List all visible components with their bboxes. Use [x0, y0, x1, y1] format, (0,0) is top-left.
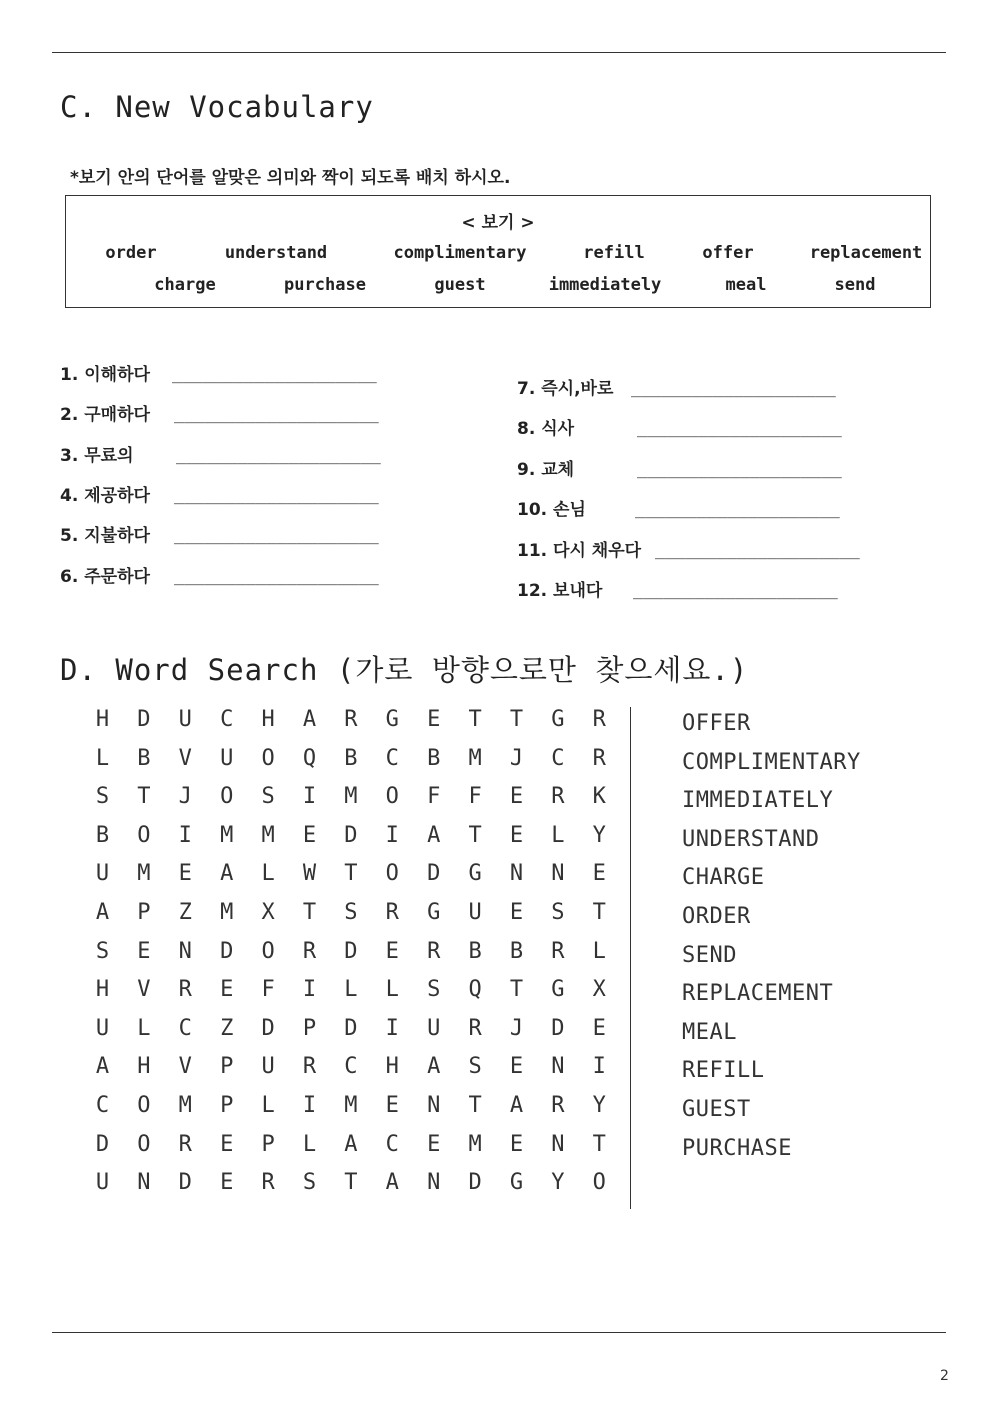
- word-bank-word: offer: [702, 243, 754, 263]
- grid-letter[interactable]: R: [427, 938, 441, 964]
- grid-letter[interactable]: R: [385, 900, 399, 925]
- grid-letter[interactable]: D: [220, 938, 234, 964]
- grid-letter[interactable]: A: [385, 1170, 399, 1196]
- grid-letter[interactable]: T: [302, 900, 317, 925]
- answer-blank[interactable]: ____________________: [633, 580, 838, 600]
- grid-letter[interactable]: S: [344, 900, 358, 925]
- grid-letter[interactable]: O: [220, 784, 234, 810]
- answer-blank[interactable]: ____________________: [174, 566, 379, 586]
- instruction-text: *보기 안의 단어를 알맞은 의미와 짝이 되도록 배치 하시오.: [70, 168, 511, 188]
- grid-letter[interactable]: U: [95, 861, 110, 887]
- grid-letter[interactable]: R: [302, 938, 317, 964]
- question-text: 다시 채우다: [553, 541, 642, 561]
- grid-letter[interactable]: U: [178, 707, 192, 732]
- question-1: [60, 360, 377, 385]
- grid-letter[interactable]: R: [178, 1131, 192, 1157]
- grid-letter[interactable]: U: [261, 1054, 275, 1080]
- question-text: 손님: [553, 500, 586, 520]
- grid-letter[interactable]: O: [261, 938, 275, 964]
- question-text: 제공하다: [84, 486, 150, 506]
- grid-letter[interactable]: D: [551, 1015, 565, 1041]
- answer-blank[interactable]: ____________________: [635, 499, 840, 519]
- question-number: 1.: [60, 365, 79, 385]
- grid-letter[interactable]: I: [302, 1093, 317, 1118]
- grid-letter[interactable]: P: [261, 1131, 275, 1157]
- grid-letter[interactable]: A: [344, 1131, 358, 1157]
- grid-letter[interactable]: T: [592, 900, 606, 925]
- answer-blank[interactable]: ____________________: [174, 404, 379, 424]
- grid-letter[interactable]: L: [261, 1093, 275, 1118]
- answer-blank[interactable]: ____________________: [637, 459, 842, 479]
- grid-letter[interactable]: L: [261, 861, 275, 887]
- grid-letter[interactable]: B: [468, 938, 482, 964]
- grid-letter[interactable]: S: [427, 977, 441, 1003]
- grid-letter[interactable]: C: [385, 1131, 399, 1157]
- question-6: [60, 562, 379, 587]
- grid-letter[interactable]: S: [95, 938, 110, 964]
- grid-letter[interactable]: O: [137, 1093, 151, 1118]
- grid-letter[interactable]: R: [592, 745, 606, 771]
- grid-letter[interactable]: P: [220, 1093, 234, 1118]
- question-3: [60, 441, 381, 466]
- grid-letter[interactable]: E: [220, 1170, 234, 1196]
- grid-letter[interactable]: T: [137, 784, 151, 810]
- question-number: 6.: [60, 567, 79, 587]
- grid-letter[interactable]: H: [385, 1054, 399, 1080]
- grid-letter[interactable]: R: [302, 1054, 317, 1080]
- grid-letter[interactable]: E: [385, 1093, 399, 1118]
- grid-letter[interactable]: X: [592, 977, 606, 1003]
- section-c-title: C. New Vocabulary: [60, 90, 374, 124]
- grid-letter[interactable]: B: [344, 745, 358, 771]
- section-d-title: D. Word Search (가로 방향으로만 찾으세요.): [60, 653, 749, 687]
- grid-letter[interactable]: Y: [592, 822, 606, 848]
- question-text: 이해하다: [84, 365, 150, 385]
- grid-letter[interactable]: L: [95, 745, 110, 771]
- grid-letter[interactable]: J: [509, 745, 524, 771]
- grid-letter[interactable]: O: [385, 861, 399, 887]
- question-number: 11.: [517, 541, 548, 561]
- grid-letter[interactable]: S: [468, 1054, 482, 1080]
- word-bank-box: [65, 195, 931, 308]
- grid-letter[interactable]: D: [261, 1015, 275, 1041]
- grid-letter[interactable]: E: [509, 822, 524, 848]
- grid-letter[interactable]: R: [261, 1170, 275, 1196]
- question-number: 10.: [517, 500, 548, 520]
- grid-letter[interactable]: O: [385, 784, 399, 810]
- grid-letter[interactable]: E: [509, 900, 524, 925]
- question-text: 즉시,바로: [541, 379, 614, 399]
- answer-blank[interactable]: ____________________: [176, 445, 381, 465]
- grid-letter[interactable]: T: [344, 1170, 358, 1196]
- answer-blank[interactable]: ____________________: [637, 418, 842, 438]
- grid-letter[interactable]: A: [95, 900, 110, 925]
- grid-letter[interactable]: U: [220, 745, 234, 771]
- grid-letter[interactable]: G: [385, 707, 399, 732]
- grid-letter[interactable]: E: [592, 861, 606, 887]
- question-text: 구매하다: [84, 405, 150, 425]
- grid-letter[interactable]: Z: [178, 900, 192, 925]
- grid-letter[interactable]: H: [95, 707, 110, 732]
- grid-letter[interactable]: T: [468, 1093, 482, 1118]
- grid-letter[interactable]: P: [220, 1054, 234, 1080]
- grid-letter[interactable]: I: [302, 977, 317, 1003]
- grid-letter[interactable]: O: [261, 745, 275, 771]
- question-5: [60, 521, 379, 546]
- word-bank-word: refill: [583, 243, 645, 263]
- grid-letter[interactable]: D: [468, 1170, 482, 1196]
- grid-letter[interactable]: A: [220, 861, 234, 887]
- grid-letter[interactable]: W: [302, 861, 317, 887]
- word-bank-word: understand: [224, 243, 328, 263]
- grid-letter[interactable]: T: [468, 822, 482, 848]
- word-list-item: REPLACEMENT: [682, 981, 834, 1007]
- grid-letter[interactable]: Y: [551, 1170, 565, 1196]
- grid-letter[interactable]: T: [344, 861, 358, 887]
- grid-letter[interactable]: S: [261, 784, 275, 810]
- grid-letter[interactable]: N: [551, 1131, 565, 1157]
- word-list-item: OFFER: [682, 711, 751, 736]
- grid-letter[interactable]: A: [302, 707, 317, 732]
- grid-letter[interactable]: T: [509, 707, 524, 732]
- grid-letter[interactable]: N: [427, 1093, 441, 1118]
- grid-letter[interactable]: Y: [592, 1093, 606, 1118]
- grid-letter[interactable]: H: [261, 707, 275, 732]
- question-11: [517, 536, 860, 561]
- word-bank-word: charge: [154, 275, 216, 295]
- grid-letter[interactable]: M: [137, 861, 151, 887]
- word-bank-word: order: [105, 243, 157, 263]
- grid-letter[interactable]: B: [427, 745, 441, 771]
- grid-letter[interactable]: I: [385, 822, 399, 848]
- answer-blank[interactable]: ____________________: [172, 364, 377, 384]
- word-bank-word: guest: [434, 275, 486, 295]
- grid-letter[interactable]: N: [551, 861, 565, 887]
- grid-letter[interactable]: E: [137, 938, 151, 964]
- word-list-item: COMPLIMENTARY: [682, 749, 861, 775]
- grid-letter[interactable]: A: [427, 822, 441, 848]
- grid-divider: [630, 707, 631, 1209]
- word-list-item: GUEST: [682, 1097, 751, 1122]
- grid-letter[interactable]: D: [95, 1131, 110, 1157]
- grid-letter[interactable]: U: [95, 1015, 110, 1041]
- grid-letter[interactable]: N: [137, 1170, 151, 1196]
- grid-letter[interactable]: G: [468, 861, 482, 887]
- grid-letter[interactable]: M: [178, 1093, 192, 1118]
- grid-letter[interactable]: Q: [468, 977, 482, 1003]
- grid-letter[interactable]: F: [261, 977, 275, 1003]
- page-number: 2: [940, 1368, 949, 1384]
- grid-letter[interactable]: M: [344, 1093, 358, 1118]
- answer-blank[interactable]: ____________________: [655, 540, 860, 560]
- grid-letter[interactable]: S: [551, 900, 565, 925]
- grid-letter[interactable]: N: [427, 1170, 441, 1196]
- grid-letter[interactable]: L: [551, 822, 565, 848]
- grid-letter[interactable]: C: [551, 745, 565, 771]
- question-text: 주문하다: [84, 567, 150, 587]
- grid-letter[interactable]: C: [385, 745, 399, 771]
- grid-letter[interactable]: U: [427, 1015, 441, 1041]
- grid-letter[interactable]: R: [551, 1093, 565, 1118]
- question-text: 보내다: [553, 581, 603, 601]
- grid-letter[interactable]: Z: [220, 1015, 234, 1041]
- question-number: 5.: [60, 526, 79, 546]
- grid-letter[interactable]: R: [592, 707, 606, 732]
- grid-letter[interactable]: D: [344, 938, 358, 964]
- grid-letter[interactable]: O: [137, 822, 151, 848]
- word-list-item: REFILL: [682, 1058, 765, 1084]
- question-12: [517, 576, 838, 601]
- grid-letter[interactable]: N: [509, 861, 524, 887]
- grid-letter[interactable]: M: [468, 745, 482, 771]
- question-number: 12.: [517, 581, 548, 601]
- grid-letter[interactable]: T: [592, 1131, 606, 1157]
- grid-letter[interactable]: P: [137, 900, 151, 925]
- word-bank-word: immediately: [548, 275, 662, 295]
- question-4: [60, 481, 379, 506]
- grid-letter[interactable]: E: [220, 977, 234, 1003]
- grid-letter[interactable]: L: [344, 977, 358, 1003]
- grid-letter[interactable]: X: [261, 900, 275, 925]
- answer-blank[interactable]: ____________________: [631, 378, 836, 398]
- question-10: [517, 495, 840, 520]
- question-text: 식사: [541, 419, 575, 439]
- grid-letter[interactable]: E: [178, 861, 192, 887]
- grid-letter[interactable]: R: [551, 938, 565, 964]
- grid-letter[interactable]: L: [302, 1131, 317, 1157]
- grid-letter[interactable]: H: [95, 977, 110, 1003]
- word-bank-word: complimentary: [393, 243, 527, 263]
- question-number: 4.: [60, 486, 79, 506]
- grid-letter[interactable]: B: [137, 745, 151, 771]
- grid-letter[interactable]: E: [509, 784, 524, 810]
- grid-letter[interactable]: K: [592, 784, 606, 810]
- question-8: [517, 414, 842, 439]
- grid-letter[interactable]: C: [220, 707, 234, 732]
- grid-letter[interactable]: M: [220, 822, 234, 848]
- grid-letter[interactable]: R: [344, 707, 358, 732]
- grid-letter[interactable]: V: [178, 1054, 192, 1080]
- grid-letter[interactable]: M: [344, 784, 358, 810]
- grid-letter[interactable]: E: [220, 1131, 234, 1157]
- grid-letter[interactable]: E: [385, 938, 399, 964]
- grid-letter[interactable]: O: [137, 1131, 151, 1157]
- grid-letter[interactable]: R: [468, 1015, 482, 1041]
- word-list-item: ORDER: [682, 904, 751, 929]
- grid-letter[interactable]: B: [95, 822, 110, 848]
- question-number: 7.: [517, 379, 536, 399]
- question-number: 9.: [517, 460, 536, 480]
- grid-letter[interactable]: P: [302, 1015, 317, 1041]
- question-7: [517, 374, 836, 399]
- grid-letter[interactable]: A: [509, 1093, 524, 1118]
- grid-letter[interactable]: L: [385, 977, 399, 1003]
- grid-letter[interactable]: L: [592, 938, 606, 964]
- grid-letter[interactable]: N: [551, 1054, 565, 1080]
- grid-letter[interactable]: D: [178, 1170, 192, 1196]
- grid-letter[interactable]: V: [137, 977, 151, 1003]
- grid-letter[interactable]: C: [178, 1015, 192, 1041]
- grid-letter[interactable]: R: [178, 977, 192, 1003]
- grid-letter[interactable]: Q: [302, 745, 317, 771]
- word-list-item: UNDERSTAND: [682, 826, 820, 852]
- word-bank-word: meal: [725, 275, 767, 295]
- grid-letter[interactable]: I: [592, 1054, 606, 1080]
- grid-letter[interactable]: E: [302, 822, 317, 848]
- grid-letter[interactable]: U: [468, 900, 482, 925]
- grid-letter[interactable]: S: [95, 784, 110, 810]
- grid-letter[interactable]: E: [592, 1015, 606, 1041]
- grid-letter[interactable]: H: [137, 1054, 151, 1080]
- question-number: 2.: [60, 405, 79, 425]
- grid-letter[interactable]: F: [468, 784, 482, 810]
- grid-letter[interactable]: G: [551, 707, 565, 732]
- grid-letter[interactable]: J: [509, 1015, 524, 1041]
- grid-letter[interactable]: N: [178, 938, 192, 964]
- question-number: 3.: [60, 446, 79, 466]
- grid-letter[interactable]: G: [551, 977, 565, 1003]
- grid-letter[interactable]: C: [344, 1054, 358, 1080]
- top-rule: [52, 52, 946, 53]
- grid-letter[interactable]: G: [427, 900, 441, 925]
- answer-blank[interactable]: ____________________: [174, 525, 379, 545]
- grid-letter[interactable]: G: [509, 1170, 524, 1196]
- word-list-item: MEAL: [682, 1019, 737, 1045]
- answer-blank[interactable]: ____________________: [174, 485, 379, 505]
- word-list-item: PURCHASE: [682, 1135, 792, 1161]
- word-bank-word: send: [834, 275, 876, 295]
- question-text: 무료의: [84, 446, 134, 466]
- grid-letter[interactable]: E: [427, 707, 441, 732]
- bottom-rule: [52, 1332, 946, 1333]
- grid-letter[interactable]: B: [509, 938, 524, 964]
- question-2: [60, 400, 379, 425]
- grid-letter[interactable]: T: [509, 977, 524, 1003]
- grid-letter[interactable]: F: [427, 784, 441, 810]
- word-list-item: CHARGE: [682, 865, 765, 891]
- grid-letter[interactable]: U: [95, 1170, 110, 1196]
- word-bank-word: purchase: [284, 275, 366, 295]
- grid-letter[interactable]: R: [551, 784, 565, 810]
- grid-letter[interactable]: E: [509, 1131, 524, 1157]
- grid-letter[interactable]: I: [385, 1015, 399, 1041]
- grid-letter[interactable]: M: [468, 1131, 482, 1157]
- grid-letter[interactable]: J: [178, 784, 192, 810]
- grid-letter[interactable]: D: [344, 822, 358, 848]
- grid-letter[interactable]: T: [468, 707, 482, 732]
- word-list-item: SEND: [682, 942, 737, 968]
- question-number: 8.: [517, 419, 536, 439]
- grid-letter[interactable]: E: [427, 1131, 441, 1157]
- grid-letter[interactable]: D: [344, 1015, 358, 1041]
- grid-letter[interactable]: S: [302, 1170, 317, 1196]
- grid-letter[interactable]: D: [137, 707, 151, 732]
- grid-letter[interactable]: E: [509, 1054, 524, 1080]
- grid-letter[interactable]: C: [95, 1093, 110, 1118]
- word-list-item: IMMEDIATELY: [682, 788, 834, 814]
- grid-letter[interactable]: M: [261, 822, 275, 848]
- grid-letter[interactable]: I: [302, 784, 317, 810]
- grid-letter[interactable]: L: [137, 1015, 151, 1041]
- grid-letter[interactable]: O: [592, 1170, 606, 1196]
- grid-letter[interactable]: V: [178, 745, 192, 771]
- word-bank-label: < 보기 >: [461, 213, 535, 233]
- grid-letter[interactable]: I: [178, 822, 192, 848]
- grid-letter[interactable]: M: [220, 900, 234, 925]
- question-text: 지불하다: [84, 526, 150, 546]
- word-bank-word: replacement: [809, 243, 923, 263]
- grid-letter[interactable]: D: [427, 861, 441, 887]
- question-9: [517, 455, 842, 480]
- grid-letter[interactable]: A: [95, 1054, 110, 1080]
- question-text: 교체: [541, 460, 575, 480]
- grid-letter[interactable]: A: [427, 1054, 441, 1080]
